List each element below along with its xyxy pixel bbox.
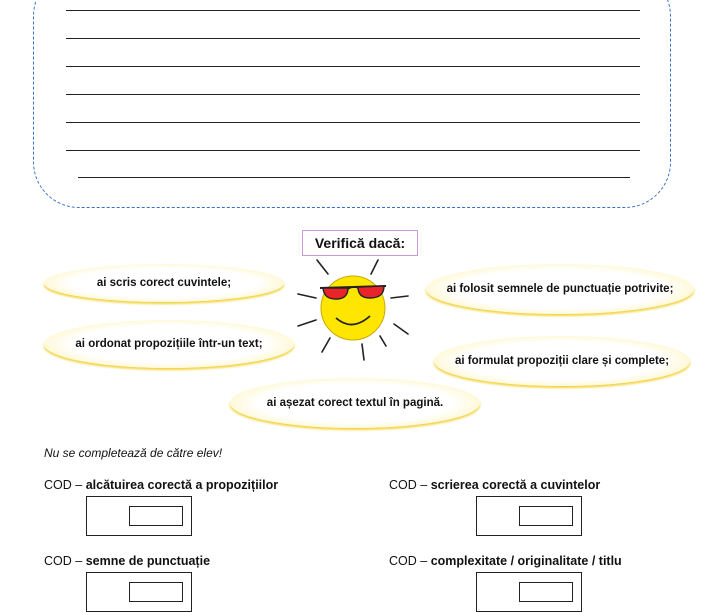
score-field[interactable]: [129, 506, 183, 526]
score-box-originality: [476, 572, 582, 612]
writing-line: [66, 38, 640, 39]
cod-label-sentences: [44, 478, 278, 492]
score-box-spelling: [476, 496, 582, 536]
score-field[interactable]: [129, 582, 183, 602]
checklist-item-text-order: ai ordonat propozițiile într-un text;: [44, 320, 294, 368]
sun-with-sunglasses-icon: [290, 256, 416, 366]
cod-prefix: COD –: [44, 554, 83, 568]
checklist-item-punctuation: ai folosit semnele de punctuație potrivite;: [426, 264, 694, 314]
writing-line: [66, 122, 640, 123]
writing-line: [66, 150, 640, 151]
score-box-punctuation: [86, 572, 192, 612]
writing-line: [78, 177, 630, 178]
checklist-item-clear-sentences: ai formulat propoziții clare și complete;: [434, 336, 690, 386]
cod-label-punctuation: [44, 554, 210, 568]
cod-criterion: alcătuirea corectă a propozițiilor: [85, 478, 279, 492]
writing-line: [66, 66, 640, 67]
writing-line: [66, 10, 640, 11]
cod-criterion: complexitate / originalitate / titlu: [430, 554, 622, 568]
score-field[interactable]: [519, 506, 573, 526]
checklist-item-spelling: ai scris corect cuvintele;: [44, 264, 284, 302]
checklist-title: Verifică dacă:: [302, 230, 418, 256]
cod-criterion: semne de punctuație: [85, 554, 211, 568]
score-field[interactable]: [519, 582, 573, 602]
cod-label-spelling: [389, 478, 600, 492]
teacher-only-note: Nu se completează de către elev!: [44, 446, 223, 460]
checklist-item-layout: ai așezat corect textul în pagină.: [230, 378, 480, 428]
score-box-sentences: [86, 496, 192, 536]
cod-prefix: COD –: [389, 478, 428, 492]
writing-line: [66, 94, 640, 95]
cod-prefix: COD –: [389, 554, 428, 568]
cod-prefix: COD –: [44, 478, 83, 492]
cod-criterion: scrierea corectă a cuvintelor: [430, 478, 601, 492]
cod-label-originality: [389, 554, 622, 568]
